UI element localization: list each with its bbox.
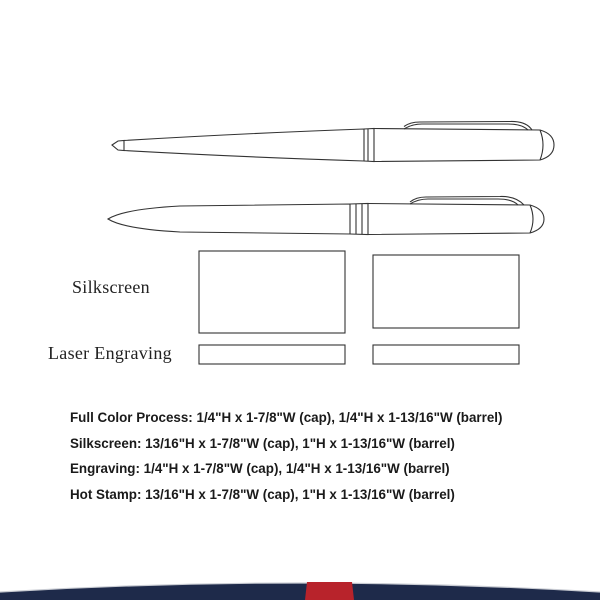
spec-full-color: Full Color Process: 1/4"H x 1-7/8"W (cap), 1/4"H x 1-13/16"W (barrel) — [70, 410, 503, 425]
spec-engraving: Engraving: 1/4"H x 1-7/8"W (cap), 1/4"H x 1-13/16"W (barrel) — [70, 461, 450, 476]
pen-capped-illustration — [108, 196, 544, 234]
imprint-spec-list — [70, 405, 502, 507]
silkscreen-label: Silkscreen — [72, 277, 150, 297]
engraving-area-cap — [199, 345, 345, 364]
laser-engraving-label: Laser Engraving — [48, 343, 172, 363]
engraving-area-barrel — [373, 345, 519, 364]
silkscreen-area-barrel — [373, 255, 519, 328]
spec-silkscreen: Silkscreen: 13/16"H x 1-7/8"W (cap), 1"H x 1-13/16"W (barrel) — [70, 435, 455, 451]
bottom-band — [0, 582, 600, 600]
spec-hot-stamp: Hot Stamp: 13/16"H x 1-7/8"W (cap), 1"H x 1-13/16"W (barrel) — [70, 486, 455, 502]
silkscreen-area-cap — [199, 251, 345, 333]
pen-tip-illustration — [112, 121, 554, 161]
